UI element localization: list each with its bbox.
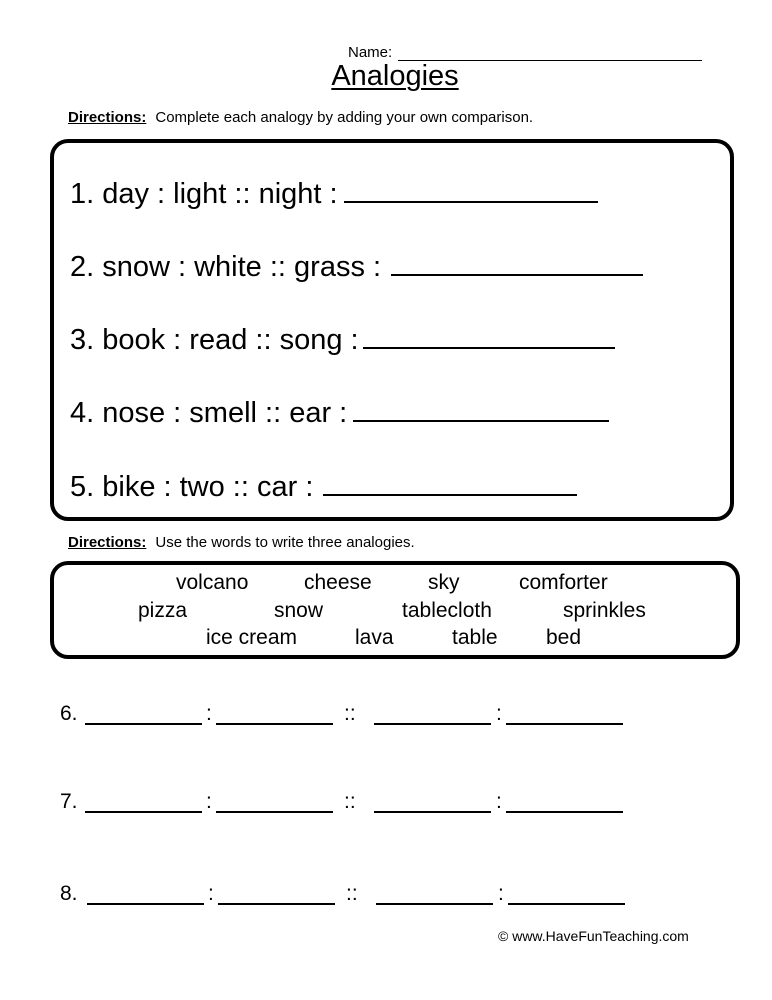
word-bank-item: table xyxy=(452,626,498,649)
word-bank-item: bed xyxy=(546,626,582,649)
colon: : xyxy=(206,790,212,813)
answer-blank[interactable] xyxy=(391,252,643,276)
answer-blank[interactable] xyxy=(506,702,623,725)
analogy-item xyxy=(70,178,598,211)
directions-write xyxy=(68,534,415,551)
double-colon: :: xyxy=(344,702,356,725)
answer-blank[interactable] xyxy=(363,325,615,349)
word-bank-item: lava xyxy=(355,626,394,649)
colon: : xyxy=(206,702,212,725)
directions-complete xyxy=(68,109,533,126)
word-bank-item: sky xyxy=(428,571,460,594)
answer-blank[interactable] xyxy=(87,882,204,905)
word-bank-item: snow xyxy=(274,599,324,622)
answer-blank[interactable] xyxy=(216,702,333,725)
colon: : xyxy=(496,702,502,725)
answer-blank[interactable] xyxy=(374,790,491,813)
directions-label: Directions: xyxy=(68,534,147,551)
answer-blank[interactable] xyxy=(376,882,493,905)
copyright-footer: © www.HaveFunTeaching.com xyxy=(498,928,689,944)
word-bank-item: ice cream xyxy=(206,626,298,649)
answer-blank[interactable] xyxy=(374,702,491,725)
name-row xyxy=(348,44,702,61)
word-bank-item: sprinkles xyxy=(563,599,646,622)
answer-blank[interactable] xyxy=(506,790,623,813)
row-number: 7. xyxy=(60,790,78,813)
double-colon: :: xyxy=(344,790,356,813)
analogy-item xyxy=(70,471,577,504)
name-blank[interactable] xyxy=(398,46,702,61)
analogy-item xyxy=(70,324,615,357)
analogy-text: 5. bike : two :: car : xyxy=(70,471,314,503)
page-title: Analogies xyxy=(331,60,459,92)
analogy-text: 4. nose : smell :: ear : xyxy=(70,397,348,429)
double-colon: :: xyxy=(346,882,358,905)
word-bank-item: tablecloth xyxy=(402,599,492,622)
answer-blank[interactable] xyxy=(218,882,335,905)
answer-blank[interactable] xyxy=(344,179,598,203)
answer-blank[interactable] xyxy=(85,702,202,725)
analogy-item xyxy=(70,397,609,430)
directions-text: Use the words to write three analogies. xyxy=(155,534,415,551)
answer-blank[interactable] xyxy=(216,790,333,813)
answer-blank[interactable] xyxy=(85,790,202,813)
analogy-text: 3. book : read :: song : xyxy=(70,324,359,356)
answer-blank[interactable] xyxy=(353,398,609,422)
word-bank-item: volcano xyxy=(176,571,249,594)
word-bank-item: comforter xyxy=(519,571,608,594)
word-bank-item: cheese xyxy=(304,571,372,594)
colon: : xyxy=(496,790,502,813)
row-number: 6. xyxy=(60,702,78,725)
row-number: 8. xyxy=(60,882,78,905)
answer-blank[interactable] xyxy=(323,472,577,496)
directions-text: Complete each analogy by adding your own comparison. xyxy=(155,109,534,126)
name-label: Name: xyxy=(348,44,393,61)
directions-label: Directions: xyxy=(68,109,147,126)
colon: : xyxy=(208,882,214,905)
colon: : xyxy=(498,882,504,905)
word-bank-item: pizza xyxy=(138,599,188,622)
answer-blank[interactable] xyxy=(508,882,625,905)
analogy-item xyxy=(70,251,643,284)
analogy-text: 2. snow : white :: grass : xyxy=(70,251,382,283)
analogy-text: 1. day : light :: night : xyxy=(70,178,338,210)
